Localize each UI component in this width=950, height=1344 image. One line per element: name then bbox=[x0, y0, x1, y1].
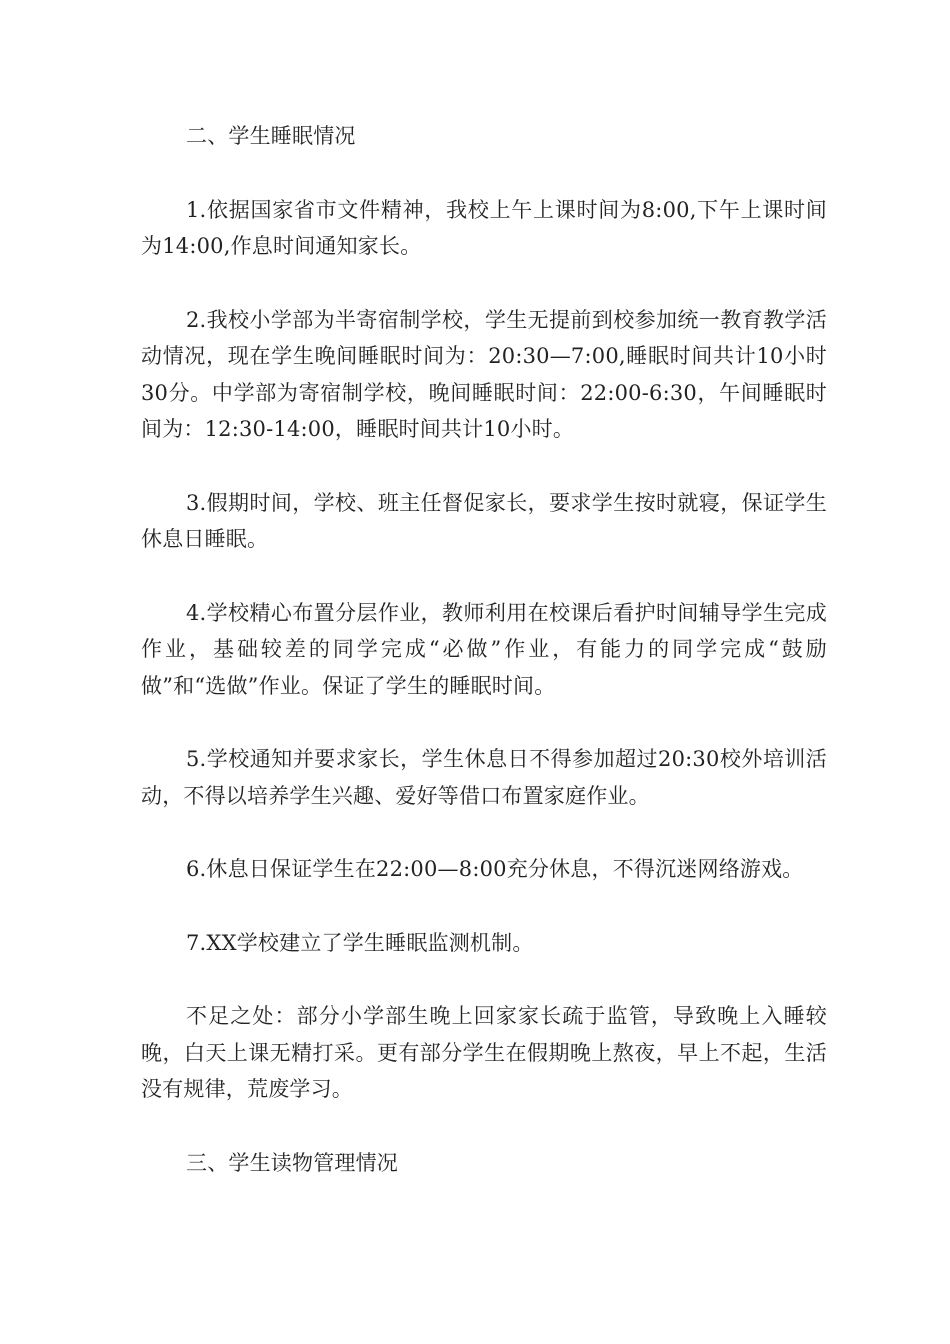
paragraph-item-3: 3.假期时间，学校、班主任督促家长，要求学生按时就寝，保证学生休息日睡眠。 bbox=[141, 490, 827, 551]
paragraph-item-5: 5.学校通知并要求家长，学生休息日不得参加超过20:30校外培训活动，不得以培养学生兴趣、爱好等借口布置家庭作业。 bbox=[141, 747, 827, 808]
paragraph-item-1: 1.依据国家省市文件精神，我校上午上课时间为8:00,下午上课时间为14:00,作息时间通知家长。 bbox=[141, 197, 827, 258]
document-body bbox=[141, 118, 827, 1218]
paragraph-item-4: 4.学校精心布置分层作业，教师利用在校课后看护时间辅导学生完成作业，基础较差的同学完成“必做”作业，有能力的同学完成“鼓励做”和“选做”作业。保证了学生的睡眠时间。 bbox=[141, 600, 827, 698]
paragraph-item-2: 2.我校小学部为半寄宿制学校，学生无提前到校参加统一教育教学活动情况，现在学生晚间睡眠时间为：20:30—7:00,睡眠时间共计10小时30分。中学部为寄宿制学校，晚间睡眠时间：22:00-6:30，午间睡眠时间为：12:30-14:00，睡眠时间共计10小时。 bbox=[141, 307, 827, 441]
paragraph-item-6: 6.休息日保证学生在22:00—8:00充分休息，不得沉迷网络游戏。 bbox=[186, 857, 804, 881]
paragraph-shortcomings: 不足之处：部分小学部生晚上回家家长疏于监管，导致晚上入睡较晚，白天上课无精打采。更有部分学生在假期晚上熬夜，早上不起，生活没有规律，荒废学习。 bbox=[141, 1004, 827, 1101]
section-heading-sleep: 二、学生睡眠情况 bbox=[186, 124, 356, 148]
paragraph-item-7: 7.XX学校建立了学生睡眠监测机制。 bbox=[186, 930, 534, 955]
section-heading-reading: 三、学生读物管理情况 bbox=[186, 1150, 398, 1175]
